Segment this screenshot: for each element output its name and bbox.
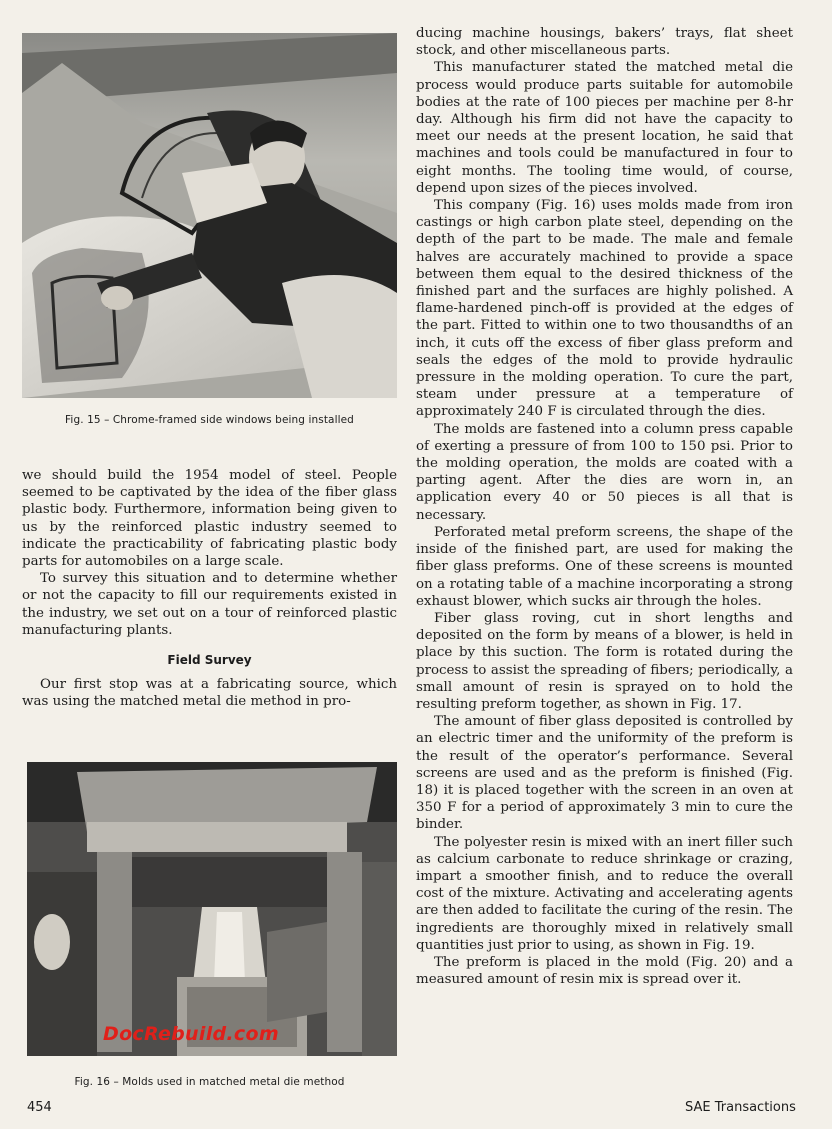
- figure-16-illustration: [27, 762, 397, 1056]
- section-heading: Field Survey: [167, 653, 252, 668]
- page-number: 454: [27, 1100, 52, 1115]
- figure-16-photo: [27, 762, 397, 1056]
- left-paragraph: To survey this situation and to determine whether or not the capacity to fill our requirements existed in the industry, we set out on a tour of reinforced plastic manufacturing plants.: [22, 571, 397, 638]
- figure-15-photo: [22, 33, 397, 398]
- right-paragraph: Fiber glass roving, cut in short lengths and deposited on the form by means of a blower, is held in place by this suction. The form is rotated during the process to assist the spreading of fibers; periodically, a small amount of resin is sprayed on to hold the resulting preform together, as shown in Fig. 17.: [416, 610, 793, 712]
- figure-15-illustration: [22, 33, 397, 398]
- figure-15-caption: Fig. 15 – Chrome-framed side windows being installed: [65, 414, 354, 426]
- right-column: [416, 25, 793, 988]
- right-paragraph: The preform is placed in the mold (Fig. 20) and a measured amount of resin mix is spread over it.: [416, 954, 793, 988]
- right-paragraph: The polyester resin is mixed with an inert filler such as calcium carbonate to reduce shrinkage or crazing, impart a smoother finish, and to reduce the overall cost of the mixture. Activating and accelerating agents are then added to facilitate the curing of the resin. The ingredients are thoroughly mixed in relatively small quantities just prior to using, as shown in Fig. 19.: [416, 834, 793, 953]
- watermark-logo: DocRebuild.com: [103, 1023, 279, 1045]
- right-paragraph: This company (Fig. 16) uses molds made from iron castings or high carbon plate steel, depending on the depth of the part to be made. The male and female halves are accurately machined to provide a space between them equal to the desired thickness of the finished part and the surfaces are highly polished. A flame-hardened pinch-off is provided at the edges of the part. Fitted to within one to two thousandths of an inch, it cuts off the excess of fiber glass preform and seals the edges of the mold to provide hydraulic pressure in the molding operation. To cure the part, steam under pressure at a temperature of approximately 240 F is circulated through the dies.: [416, 198, 793, 420]
- figure-16-caption: Fig. 16 – Molds used in matched metal die method: [74, 1076, 345, 1088]
- left-paragraph: Our first stop was at a fabricating source, which was using the matched metal die method in pro-: [22, 677, 397, 710]
- right-paragraph: The molds are fastened into a column press capable of exerting a pressure of from 100 to 150 psi. Prior to the molding operation, the molds are coated with a parting agent. After the dies are worn in, an application every 40 or 50 pieces is all that is necessary.: [416, 421, 793, 523]
- right-paragraph: ducing machine housings, bakers’ trays, flat sheet stock, and other miscellaneous parts.: [416, 26, 793, 59]
- right-paragraph: Perforated metal preform screens, the shape of the inside of the finished part, are used for making the fiber glass preforms. One of these screens is mounted on a rotating table of a machine incorporating a strong exhaust blower, which sucks air through the holes.: [416, 524, 793, 609]
- publication-name: SAE Transactions: [685, 1100, 796, 1115]
- right-paragraph: This manufacturer stated the matched metal die process would produce parts suitable for automobile bodies at the rate of 100 pieces per machine per 8-hr day. Although his firm did not have the capacity to meet our needs at the present location, he said that machines and tools could be manufactured in four to eight months. The tooling time would, of course, depend upon sizes of the pieces involved.: [416, 60, 793, 196]
- left-column: [22, 467, 397, 711]
- left-paragraph: we should build the 1954 model of steel. People seemed to be captivated by the idea of the fiber glass plastic body. Furthermore, information being given to us by the reinforced plastic industry seemed to indicate the practicability of fabricating plastic body parts for automobiles on a large scale.: [22, 468, 397, 570]
- right-paragraph: The amount of fiber glass deposited is controlled by an electric timer and the uniformity of the preform is the result of the operator’s performance. Several screens are used and as the preform is finished (Fig. 18) it is placed together with the screen in an oven at 350 F for a period of approximately 3 min to cure the binder.: [416, 714, 793, 833]
